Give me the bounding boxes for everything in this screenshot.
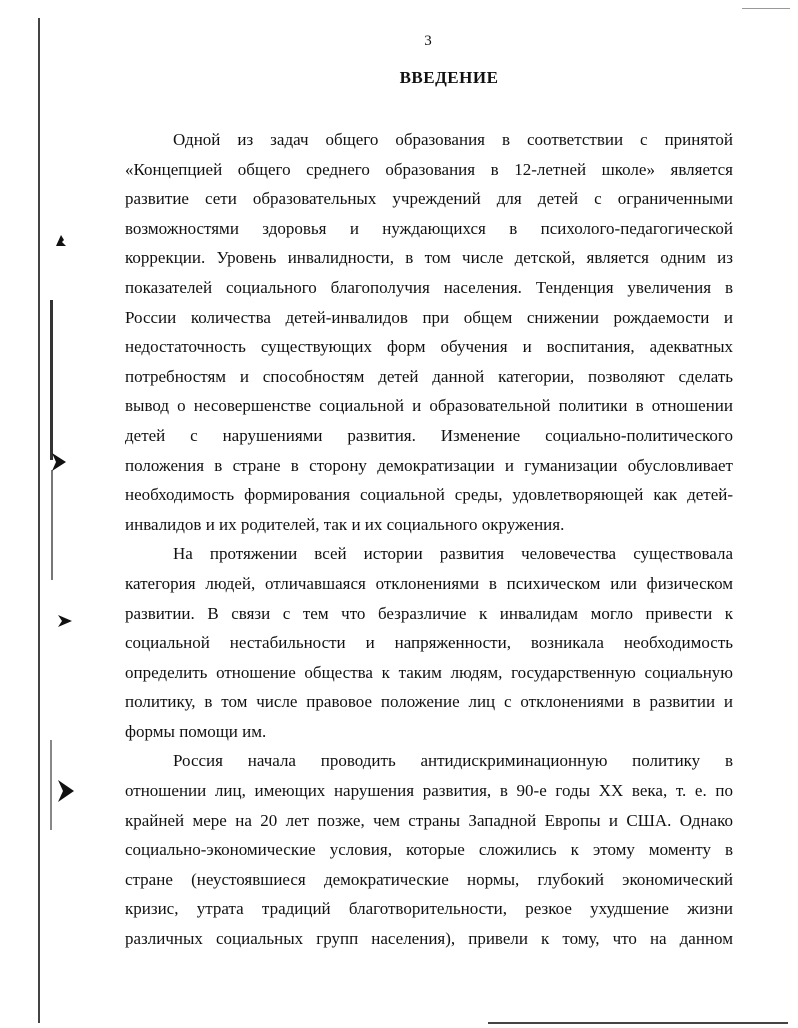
scan-binding-mark bbox=[50, 300, 53, 460]
text-line: социальной нестабильности и напряженности, возникала необходимость bbox=[125, 633, 733, 653]
text-line: социально-экономические условия, которые сложились к этому моменту в bbox=[125, 840, 733, 860]
text-line: показателей социального благополучия населения. Тенденция увеличения в bbox=[125, 277, 733, 297]
text-line: категория людей, отличавшаяся отклонениями в психическом или физическом bbox=[125, 573, 733, 593]
text-line: инвалидов и их родителей, так и их социального окружения. bbox=[125, 514, 565, 534]
text-line: детей с нарушениями развития. Изменение социально-политического bbox=[125, 425, 733, 445]
text-line: развитие сети образовательных учреждений для детей с ограниченными bbox=[125, 189, 733, 209]
text-line: Россия начала проводить антидискриминационную политику в bbox=[173, 751, 733, 771]
text-line: «Концепцией общего среднего образования в 12-летней школе» является bbox=[125, 159, 733, 179]
scan-binding-mark bbox=[50, 740, 52, 830]
scan-bottom-mark bbox=[488, 1022, 788, 1024]
text-line: Одной из задач общего образования в соответствии с принятой bbox=[173, 130, 733, 149]
scan-binding-mark bbox=[51, 470, 53, 580]
text-line: крайней мере на 20 лет позже, чем страны Западной Европы и США. Однако bbox=[125, 810, 733, 830]
hole-punch-mark-icon bbox=[50, 451, 68, 473]
page-heading: ВВЕДЕНИЕ bbox=[399, 68, 499, 87]
hole-punch-mark-icon bbox=[53, 233, 69, 249]
text-line: возможностями здоровья и нуждающихся в психолого-педагогической bbox=[125, 218, 733, 238]
text-line: положения в стране в сторону демократизации и гуманизации обусловливает bbox=[125, 455, 733, 475]
text-line: коррекции. Уровень инвалидности, в том числе детской, является одним из bbox=[125, 248, 733, 268]
text-line: политику, в том числе правовое положение лиц с отклонениями в развитии и bbox=[125, 692, 733, 712]
hole-punch-mark-icon bbox=[56, 778, 76, 804]
paragraph-1 bbox=[125, 125, 733, 539]
page-number: 3 bbox=[424, 33, 432, 49]
text-line: На протяжении всей истории развития человечества существовала bbox=[173, 544, 733, 564]
text-line: различных социальных групп населения), привели к тому, что на данном bbox=[125, 929, 733, 949]
text-line: России количества детей-инвалидов при общем снижении рождаемости и bbox=[125, 307, 733, 327]
paragraph-2 bbox=[125, 539, 733, 746]
text-line: кризис, утрата традиций благотворительности, резкое ухудшение жизни bbox=[125, 899, 733, 919]
text-line: вывод о несовершенстве социальной и образовательной политики в отношении bbox=[125, 396, 733, 416]
text-line: потребностям и способностям детей данной категории, позволяют сделать bbox=[125, 366, 733, 386]
text-line: развитии. В связи с тем что безразличие к инвалидам могло привести к bbox=[125, 603, 733, 623]
scan-top-mark bbox=[742, 8, 790, 9]
scan-edge-line bbox=[38, 18, 40, 1023]
text-line: стране (неустоявшиеся демократические нормы, глубокий экономический bbox=[125, 869, 733, 889]
paragraph-3 bbox=[125, 746, 733, 953]
body-text bbox=[125, 125, 733, 954]
hole-punch-mark-icon bbox=[56, 612, 74, 630]
text-line: определить отношение общества к таким людям, государственную социальную bbox=[125, 662, 733, 682]
text-line: отношении лиц, имеющих нарушения развития, в 90-е годы XX века, т. е. по bbox=[125, 781, 733, 801]
text-line: недостаточность существующих форм обучения и воспитания, адекватных bbox=[125, 337, 733, 357]
text-line: необходимость формирования социальной среды, удовлетворяющей как детей- bbox=[125, 485, 733, 505]
text-line: формы помощи им. bbox=[125, 721, 267, 741]
